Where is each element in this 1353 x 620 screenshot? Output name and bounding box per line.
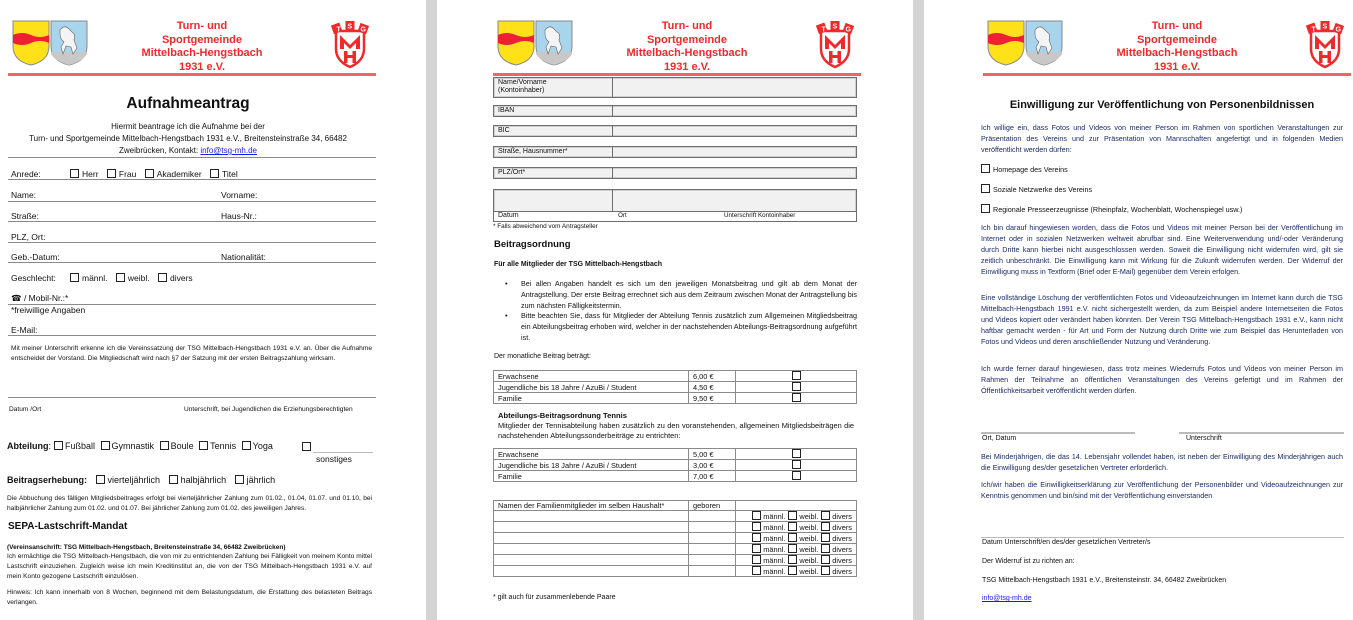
family-member-row [494,533,857,544]
header-rule [493,73,861,76]
gender-checkbox[interactable] [821,511,830,520]
mobil-field-label: ☎ / Mobil-Nr.:* [11,293,69,303]
divider [8,157,376,158]
option-label: männl. [763,523,786,532]
gender-checkbox[interactable] [821,522,830,531]
fee-category: Jugendliche bis 18 Jahre / AzuBi / Student [494,460,689,471]
beitragserhebung-row [7,475,275,485]
checkbox-fussball[interactable] [54,441,63,450]
gender-checkbox[interactable] [752,522,761,531]
fees-note: • Bei allen Angaben handelt es sich um den jeweiligen Monatsbeitrag und gilt ab dem Monat der Antragstellung. Der erste Beitrag errechnet sich aus dem Zeitraum zwischen Monat der Antragstellung bis zum nächsten Fälligkeitstermin. [493,279,857,311]
svg-text:T: T [1311,26,1316,34]
intro-line-1: Hiermit beantrage ich die Aufnahme bei der [111,122,265,131]
option-label: weibl. [799,512,819,521]
family-member-row [494,544,857,555]
table-header-row [494,501,857,511]
coat-of-arms-hengstbach-icon [1025,20,1063,66]
option-label: weibl. [799,556,819,565]
coat-of-arms-hengstbach-icon [535,20,573,66]
bank-field-row [493,146,857,158]
svg-text:G: G [1335,26,1341,34]
option-label: divers [832,512,852,521]
option-label: weibl. [799,534,819,543]
fee-checkbox[interactable] [792,471,801,480]
option-label: Regionale Presseerzeugnisse (Rheinpfalz, Wochenblatt, Wochenspiegel usw.) [993,205,1243,214]
consent-paragraph-3: Ich wurde ferner darauf hingewiesen, dass trotz meines Wiederrufs Fotos und Videos von meiner Person im Rahmen der Teilnahme an öffentlichen Veranstaltungen des Vereins gefertigt und im Rahmen der Öffentlichkeitsarbeit veröffentlicht werden dürfen. [981,364,1343,395]
geschlecht-options [64,273,193,283]
option-label: männl. [763,556,786,565]
contact-label: Zweibrücken, Kontakt: [119,146,201,155]
gender-checkbox[interactable] [821,566,830,575]
fee-row [494,471,857,482]
bank-field-input[interactable] [613,106,856,116]
fee-amount: 6,00 € [689,371,736,382]
optional-note: *freiwillige Angaben [11,305,86,315]
checkbox-frau[interactable] [107,169,116,178]
option-label: halbjährlich [180,475,227,485]
tennis-fees-title: Abteilungs-Beitragsordnung Tennis [498,411,627,420]
fees-notes [493,279,857,344]
guardian-signature-label: Datum Unterschrift/en des/der gesetzlichen Vertreter/s [982,539,1151,546]
page-header [985,18,1353,76]
family-member-row [494,566,857,577]
option-label: weibl. [127,273,150,283]
tennis-fee-table [493,448,857,482]
page-header [10,18,378,76]
fee-row [494,460,857,471]
page-header [495,18,863,76]
divider [8,179,376,180]
name-field-label: Name: [11,190,37,200]
plz-ort-field-label: PLZ, Ort: [11,232,46,242]
signature-box [493,189,857,222]
fee-category: Familie [494,393,689,404]
geschlecht-label: Geschlecht: [11,273,56,283]
fees-title: Beitragsordnung [494,239,571,250]
fee-amount: 7,00 € [689,471,736,482]
fees-subtitle: Für alle Mitglieder der TSG Mittelbach-Hengstbach [494,261,663,268]
option-label: Tennis [210,441,237,451]
option-label: Homepage des Vereins [993,165,1068,174]
date-label: Datum [498,212,519,219]
coat-of-arms-hengstbach-icon [50,20,88,66]
option-label: vierteljährlich [107,475,161,485]
bank-field-label: Name/Vorname (Kontoinhaber) [498,79,547,94]
svg-text:S: S [347,23,353,31]
option-label: divers [832,523,852,532]
checkbox-homepage[interactable] [981,164,990,173]
option-label: divers [170,273,193,283]
option-label: Fußball [65,441,96,451]
option-label: divers [832,545,852,554]
hausnr-field-label: Haus-Nr.: [221,211,257,221]
svg-text:G: G [360,26,366,34]
family-member-row [494,511,857,522]
gender-checkbox[interactable] [788,544,797,553]
gender-checkbox[interactable] [821,555,830,564]
member-name-cell[interactable] [494,533,689,544]
intro-line-2: Turn- und Sportgemeinde Mittelbach-Hengstbach 1931 e.V., Breitensteinstraße 34, 66482 [29,134,347,143]
bank-field-input[interactable] [613,126,856,136]
option-label: männl. [763,567,786,576]
vorname-field-label: Vorname: [221,190,258,200]
fee-checkbox[interactable] [792,382,801,391]
member-birth-cell[interactable] [689,544,736,555]
acknowledgement-text: Ich/wir haben die Einwilligkeitserklärung zur Veröffentlichung der Personenbilder und Videoaufzeichnungen zur Kenntnis genommen und bin/sind mit der Veröffentlichung einverstanden [981,480,1343,500]
checkbox-akademiker[interactable] [145,169,154,178]
option-label: weibl. [799,545,819,554]
svg-text:S: S [832,23,838,31]
signature-label-row [494,211,856,221]
member-name-cell[interactable] [494,511,689,522]
fee-select-cell [736,449,857,460]
member-birth-cell[interactable] [689,522,736,533]
club-name: Turn- und Sportgemeinde Mittelbach-Hengstbach 1931 e.V. [1116,20,1238,73]
option-label: Titel [222,169,238,179]
bank-field-label: Straße, Hausnummer* [498,148,568,155]
coat-of-arms-mittelbach-icon [987,20,1025,66]
sepa-address: (Vereinsanschrift: TSG Mittelbach-Hengstbach, Breitensteinstraße 34, 66482 Zweibrücken) [7,544,286,551]
geb-datum-field-label: Geb.-Datum: [11,252,60,262]
option-label: Yoga [252,441,273,451]
sepa-hint: Hinweis: Ich kann innerhalb von 8 Wochen, beginnend mit dem Belastungsdatum, die Erstattung des belasteten Beitrags verlangen. [7,589,372,606]
fee-checkbox[interactable] [792,460,801,469]
column-header [736,501,857,511]
consent-paragraph-1: Ich bin darauf hingewiesen worden, dass die Fotos und Videos mit meiner Person bei der Veröffentlichung im Internet oder in sozialen Netzwerken weltweit abrufbar sind. Eine Weiterverwendung und/-oder Veränderung durch Dritte kann hierbei nicht ausgeschlossen werden. Soweit die Einwilligung nicht widerrufen wird, gilt sie zeitlich unbeschränkt. Die Einwilligung kann mit Wirkung für die Zukunft widerrufen werden. Der Widerruf der Einwilligung muss in Textform (Brief oder E-Mail) gegenüber dem Verein erfolgen. [981,223,1343,276]
checkbox-tennis[interactable] [199,441,208,450]
strasse-input-line[interactable] [8,221,376,222]
gender-checkbox[interactable] [821,544,830,553]
header-rule [983,73,1351,76]
gender-checkbox[interactable] [821,533,830,542]
fee-category: Erwachsene [494,449,689,460]
contact-email-link[interactable]: info@tsg-mh.de [200,146,257,155]
consent-title: Einwilligung zur Veröffentlichung von Personenbildnissen [1009,99,1315,111]
fee-checkbox[interactable] [792,449,801,458]
checkbox-social-networks[interactable] [981,184,990,193]
abteilung-label: Abteilung [7,441,49,451]
minor-consent-text: Bei Minderjährigen, die das 14. Lebensjahr vollendet haben, ist neben der Einwilligung des Minderjährigen auch die Einwilligung des/der gesetzlichen Vertreter erforderlich. [981,452,1343,472]
member-birth-cell[interactable] [689,533,736,544]
tsg-logo-icon [330,21,370,69]
bank-field-row [493,167,857,179]
member-gender-cell [736,544,857,555]
checkbox-regional-press[interactable] [981,204,990,213]
fee-row [494,382,857,393]
option-label: Akademiker [156,169,202,179]
svg-text:S: S [1322,23,1328,31]
fee-select-cell [736,471,857,482]
strasse-field-label: Straße: [11,211,39,221]
fee-select-cell [736,382,857,393]
option-label: männl. [763,545,786,554]
member-gender-cell [736,566,857,577]
account-holder-signature-label: Unterschrift Kontoinhaber [724,212,796,219]
coat-of-arms-mittelbach-icon [12,20,50,66]
page-membership-application [0,0,426,620]
checkbox-gymnastik[interactable] [101,441,110,450]
plz-input-line[interactable] [8,242,376,243]
bank-field-label: PLZ/Ort* [498,169,526,176]
media-option-social [979,184,1092,195]
anrede-options [64,169,238,179]
option-label: divers [832,567,852,576]
geb-input-line[interactable] [8,262,376,263]
checkbox-divers[interactable] [158,273,167,282]
gender-checkbox[interactable] [788,533,797,542]
option-label: divers [832,556,852,565]
bank-field-label: IBAN [498,107,515,114]
place-date-label: Ort, Datum [982,435,1017,442]
revoke-label: Der Widerruf ist zu richten an: [982,558,1075,565]
monthly-fee-table [493,370,857,404]
member-birth-cell[interactable] [689,566,736,577]
gender-checkbox[interactable] [752,566,761,575]
gender-checkbox[interactable] [788,522,797,531]
member-name-cell[interactable] [494,555,689,566]
family-member-row [494,522,857,533]
email-input-line[interactable] [8,335,376,336]
bank-field-row [493,105,857,117]
checkbox-jaehrlich[interactable] [235,475,244,484]
svg-text:G: G [845,26,851,34]
option-label: Herr [82,169,99,179]
signature-label: Unterschrift [1186,435,1222,442]
family-member-row [494,555,857,566]
bank-field-input[interactable] [613,78,856,97]
consent-text: Mit meiner Unterschrift erkenne ich die Vereinssatzung der TSG Mittelbach-Hengstbach 1931 e.V. an. Über die Aufnahme entscheidet der Vorstand. Die Mitgliedschaft wird nach §7 der Satzung mit der ersten Beitragszahlung wirksam. [11,345,372,362]
fee-select-cell [736,460,857,471]
checkbox-weibl[interactable] [116,273,125,282]
media-option-homepage [979,164,1068,175]
fee-row [494,449,857,460]
checkbox-sonstiges[interactable] [302,442,311,451]
checkbox-halbjaehrlich[interactable] [169,475,178,484]
option-label: männl. [763,512,786,521]
bank-field-row [493,77,857,98]
page-sepa-fees [437,0,913,620]
member-gender-cell [736,522,857,533]
option-label: männl. [82,273,108,283]
tsg-logo-icon [815,21,855,69]
option-label: Boule [170,441,194,451]
gender-checkbox[interactable] [788,566,797,575]
member-name-cell[interactable] [494,522,689,533]
option-label: weibl. [799,523,819,532]
sonstiges-label: sonstiges [316,454,352,464]
member-gender-cell [736,555,857,566]
svg-text:T: T [336,26,341,34]
coat-of-arms-mittelbach-icon [497,20,535,66]
page-title: Aufnahmeantrag [126,95,250,112]
signature-line[interactable] [8,397,376,398]
family-footnote: * gilt auch für zusammenlebende Paare [493,594,616,601]
fee-select-cell [736,393,857,404]
member-gender-cell [736,533,857,544]
page-photo-consent [924,0,1353,620]
consent-paragraph-2: Eine vollständige Löschung der veröffentlichten Fotos und Videoaufzeichnungen im Internet kann durch die TSG Mittelbach-Hengstbach 1991 e.V. nicht sichergestellt werden, da zum Beispiel andere Internetseiten die Fotos und Videos kopiert oder verändert haben könnten. Der Verein TSG Mittelbach-Hengstbach 1931 e.V., kann nicht haftbar gemacht werden - für Art und Form der Nutzung durch Dritte wie zum Beispiel das Herunterladen von Fotos und Videos und deren anschließender Nutzung und Veränderung. [981,293,1343,346]
fee-category: Erwachsene [494,371,689,382]
signature-label: Unterschrift, bei Jugendlichen die Erziehungsberechtigten [184,406,353,413]
place-label: Ort [618,212,627,219]
anrede-label: Anrede: [11,169,41,179]
fee-category: Familie [494,471,689,482]
option-label: Gymnastik [111,441,155,451]
member-gender-cell [736,511,857,522]
checkbox-maennl[interactable] [70,273,79,282]
option-label: divers [832,534,852,543]
gender-checkbox[interactable] [752,544,761,553]
bank-footnote: * Falls abweichend vom Antragsteller [493,223,598,230]
revoke-email-link[interactable]: info@tsg-mh.de [982,595,1032,602]
tennis-fees-text: Mitglieder der Tennisabteilung haben zusätzlich zu den voranstehenden, allgemeinen Mitgliedsbeiträgen die nachstehenden Abteilungssonderbeiträge zu entrichten: [498,421,854,440]
gender-checkbox[interactable] [752,555,761,564]
gender-checkbox[interactable] [752,533,761,542]
gender-checkbox[interactable] [788,511,797,520]
column-header: Namen der Familienmitglieder im selben Haushalt* [494,501,689,511]
fee-row [494,393,857,404]
email-field-label: E-Mail: [11,325,38,335]
nationalitaet-field-label: Nationalität: [221,252,266,262]
bank-field-input[interactable] [613,147,856,157]
abbuchung-text: Die Abbuchung des fälligen Mitgliedsbeitrages erfolgt bei vierteljährlicher Zahlung zum 01.02., 01.04, 01.07. und 01.10, bei halbjährlicher Zahlung zum 01.02. und 01.07. Bei jährlicher Zahlung zum 01.02. des jeweiligen Jahres. [7,495,372,512]
beitragserhebung-label: Beitragserhebung: [7,475,88,485]
fee-row [494,371,857,382]
revoke-address: TSG Mittelbach-Hengstbach 1931 e.V., Breitensteinstr. 34, 66482 Zweibrücken [982,577,1227,584]
bank-field-label: BIC [498,127,510,134]
intro-line-3 [10,146,366,156]
checkbox-yoga[interactable] [242,441,251,450]
consent-intro: Ich willige ein, dass Fotos und Videos von meiner Person im Rahmen von sportlichen Veranstaltungen zur Präsentation des Vereins und zur Präsentation von Mannschaften angefertigt und in folgenden Medien veröffentlicht werden dürfen: [981,123,1343,154]
fee-amount: 5,00 € [689,449,736,460]
cell-divider [612,190,613,212]
family-members-table [493,500,857,577]
fee-category: Jugendliche bis 18 Jahre / AzuBi / Student [494,382,689,393]
fee-checkbox[interactable] [792,371,801,380]
bank-field-row [493,125,857,137]
checkbox-titel[interactable] [210,169,219,178]
checkbox-herr[interactable] [70,169,79,178]
abteilung-row: Abteilung: Fußball Gymnastik Boule Tennis Yoga [7,441,273,451]
option-label: jährlich [246,475,276,485]
sepa-text: Ich ermächtige die TSG Mittelbach-Hengstbach, die von mir zu entrichtenden Zahlung bei Fälligkeit von meinem Konto mittel Lastschrift einzuziehen. Zugleich weise ich mein Kreditinstitut an, die von der TSG Mittelbach-Hengstbach 1931 e.V. auf mein Konto gezogene Lastschrift einzulösen. [7,553,372,580]
member-name-cell[interactable] [494,544,689,555]
sepa-title: SEPA-Lastschrift-Mandat [8,521,128,532]
media-option-press [979,204,1242,215]
option-label: Frau [118,169,137,179]
header-rule [8,73,376,76]
option-label: männl. [763,534,786,543]
gender-checkbox[interactable] [788,555,797,564]
fee-select-cell [736,371,857,382]
fee-amount: 3,00 € [689,460,736,471]
fee-checkbox[interactable] [792,393,801,402]
sonstiges-input-line[interactable] [313,452,373,453]
name-input-line[interactable] [8,201,376,202]
club-name: Turn- und Sportgemeinde Mittelbach-Hengstbach 1931 e.V. [141,20,263,73]
svg-text:T: T [821,26,826,34]
option-label: Soziale Netzwerke des Vereins [993,185,1093,194]
monthly-fee-label: Der monatliche Beitrag beträgt: [494,353,591,360]
fee-amount: 9,50 € [689,393,736,404]
tsg-logo-icon [1305,21,1345,69]
bank-field-input[interactable] [613,168,856,178]
column-header: geboren [689,501,736,511]
member-birth-cell[interactable] [689,555,736,566]
gender-checkbox[interactable] [752,511,761,520]
fees-note: • Bitte beachten Sie, dass für Mitglieder der Abteilung Tennis zusätzlich zum Allgemeinen Mitgliedsbeitrag ein Abteilungsbeitrag erhoben wird, welcher in der nachstehenden Abteilungs-Beitragsordnung aufgeführt ist. [493,311,857,343]
fee-amount: 4,50 € [689,382,736,393]
checkbox-boule[interactable] [160,441,169,450]
option-label: weibl. [799,567,819,576]
member-name-cell[interactable] [494,566,689,577]
date-place-label: Datum /Ort [9,406,42,413]
checkbox-vierteljaehrlich[interactable] [96,475,105,484]
club-name: Turn- und Sportgemeinde Mittelbach-Hengstbach 1931 e.V. [626,20,748,73]
member-birth-cell[interactable] [689,511,736,522]
